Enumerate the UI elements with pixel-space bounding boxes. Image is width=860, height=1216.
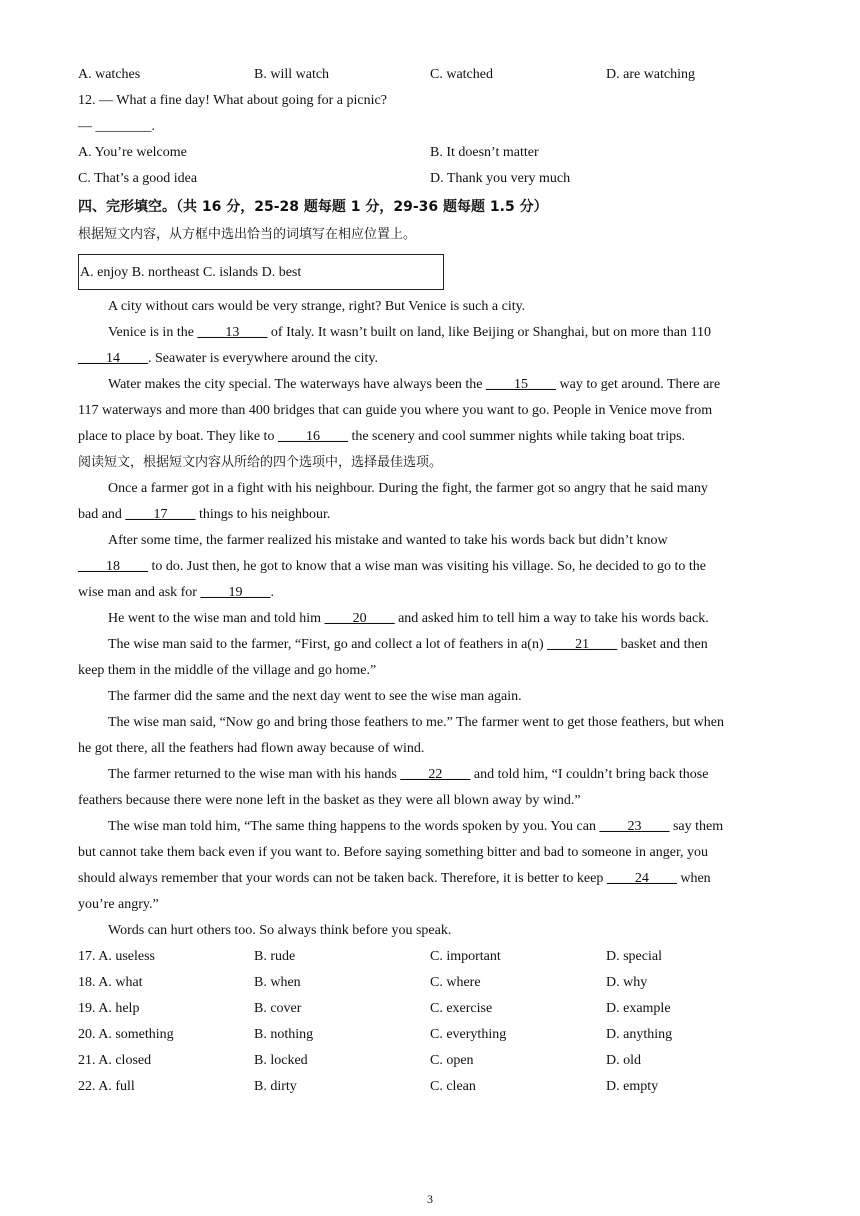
option-d: D. example [606,1001,671,1016]
text: bad and [78,507,126,522]
paragraph [78,814,778,840]
paragraph [78,632,778,658]
passage-venice [78,294,778,450]
q12-reply: — ________. [78,119,155,134]
option-d: D. special [606,949,662,964]
blank-16: ____16____ [277,429,348,444]
paragraph-continuation [78,502,778,528]
text: The farmer did the same and the next day went to see the wise man again. [108,689,522,704]
text: should always remember that your words can not be taken back. Therefore, it is better to keep [78,871,607,886]
paragraph [78,710,778,736]
text: The farmer returned to the wise man with his hands [108,767,401,782]
option-d: D. anything [606,1027,673,1042]
section-5-instruction: 阅读短文，根据短文内容从所给的四个选项中，选择最佳选项。 [78,455,443,470]
q21-options [78,1048,778,1074]
option-b: B. rude [254,949,296,964]
option-c: C. watched [430,67,493,82]
blank-24: ____24____ [606,871,677,886]
option-a: 22. A. full [78,1079,135,1094]
paragraph [78,918,778,944]
text: and told him, “I couldn’t bring back those [470,767,709,782]
option-c: C. open [430,1053,474,1068]
q19-options [78,996,778,1022]
option-c: C. That’s a good idea [78,171,198,186]
q12-options-row-2 [78,166,778,192]
text: Once a farmer got in a fight with his neighbour. During the fight, the farmer got so angry that he said many [108,481,708,496]
option-a: A. You’re welcome [78,145,187,160]
paragraph-continuation [78,866,778,892]
text: way to get around. There are [556,377,721,392]
option-d: D. are watching [606,67,696,82]
text: when [676,871,711,886]
option-c: C. exercise [430,1001,493,1016]
text: After some time, the farmer realized his mistake and wanted to take his words back but didn’t know [108,533,668,548]
text: of Italy. It wasn’t built on land, like Beijing or Shanghai, but on more than 110 [267,325,711,340]
paragraph-continuation [78,554,778,580]
paragraph-continuation [78,346,778,372]
option-b: B. when [254,975,301,990]
paragraph [78,684,778,710]
paragraph-continuation [78,424,778,450]
text: say them [669,819,724,834]
text: Water makes the city special. The waterways have always been the [108,377,487,392]
paragraph-continuation: he got there, all the feathers had flown away because of wind. [78,741,425,756]
option-a: 19. A. help [78,1001,140,1016]
word-box: A. enjoy B. northeast C. islands D. best [78,254,444,290]
paragraph [78,372,778,398]
text: . Seawater is everywhere around the city. [148,351,378,366]
paragraph [78,528,778,554]
text: wise man and ask for [78,585,201,600]
paragraph [78,606,778,632]
option-a: 18. A. what [78,975,143,990]
option-b: B. It doesn’t matter [430,145,539,160]
text: The wise man said, “Now go and bring those feathers to me.” The farmer went to get those feathers, but when [108,715,724,730]
blank-15: ____15____ [486,377,557,392]
option-a: 17. A. useless [78,949,155,964]
option-d: D. Thank you very much [430,171,571,186]
paragraph-continuation: 117 waterways and more than 400 bridges that can guide you where you want to go. People in Venice move from [78,403,713,418]
option-c: C. clean [430,1079,476,1094]
option-c: C. where [430,975,481,990]
paragraph-continuation: keep them in the middle of the village and go home.” [78,663,377,678]
paragraph [78,476,778,502]
page-number: 3 [427,1192,433,1206]
section-4-title: 四、完形填空。（共 16 分，25-28 题每题 1 分，29-36 题每题 1.5 分） [78,199,548,215]
option-b: B. will watch [254,67,330,82]
exam-page [78,62,778,1100]
q22-options [78,1074,778,1100]
text: The wise man told him, “The same thing happens to the words spoken by you. You can [108,819,600,834]
text: and asked him to tell him a way to take his words back. [394,611,709,626]
blank-22: ____22____ [400,767,471,782]
option-a: 20. A. something [78,1027,174,1042]
q11-options [78,62,778,88]
text: . [270,585,274,600]
option-d: D. why [606,975,648,990]
q20-options [78,1022,778,1048]
paragraph [78,294,778,320]
q12-options-row-1 [78,140,778,166]
text: things to his neighbour. [195,507,331,522]
paragraph [78,762,778,788]
section-4-instruction: 根据短文内容，从方框中选出恰当的词填写在相应位置上。 [78,227,417,242]
paragraph-continuation: feathers because there were none left in the basket as they were all blown away by wind.” [78,793,581,808]
blank-21: ____21____ [547,637,618,652]
option-b: B. locked [254,1053,308,1068]
option-a: A. watches [78,67,141,82]
text: The wise man said to the farmer, “First, go and collect a lot of feathers in a(n) [108,637,548,652]
option-b: B. cover [254,1001,302,1016]
passage-farmer [78,476,778,944]
paragraph [78,320,778,346]
option-c: C. everything [430,1027,507,1042]
blank-17: ____17____ [125,507,196,522]
text: He went to the wise man and told him [108,611,325,626]
blank-23: ____23____ [599,819,670,834]
paragraph-continuation: you’re angry.” [78,897,159,912]
text: Venice is in the [108,325,198,340]
text: place to place by boat. They like to [78,429,278,444]
blank-18: ____18____ [78,559,148,574]
blank-13: ____13____ [197,325,268,340]
option-d: D. old [606,1053,641,1068]
text: A city without cars would be very strange, right? But Venice is such a city. [108,299,526,314]
option-b: B. nothing [254,1027,314,1042]
option-d: D. empty [606,1079,659,1094]
text: to do. Just then, he got to know that a wise man was visiting his village. So, he decided to go to the [148,559,706,574]
blank-14: ____14____ [78,351,148,366]
blank-20: ____20____ [324,611,395,626]
answer-options [78,944,778,1100]
blank-19: ____19____ [200,585,271,600]
text: the scenery and cool summer nights while taking boat trips. [347,429,686,444]
option-c: C. important [430,949,501,964]
q12-stem: 12. — What a fine day! What about going for a picnic? [78,93,387,108]
q18-options [78,970,778,996]
q17-options [78,944,778,970]
paragraph-continuation: but cannot take them back even if you want to. Before saying something bitter and bad to someone in anger, you [78,845,709,860]
text: basket and then [617,637,708,652]
text: Words can hurt others too. So always think before you speak. [108,923,452,938]
paragraph-continuation [78,580,778,606]
option-b: B. dirty [254,1079,297,1094]
option-a: 21. A. closed [78,1053,152,1068]
